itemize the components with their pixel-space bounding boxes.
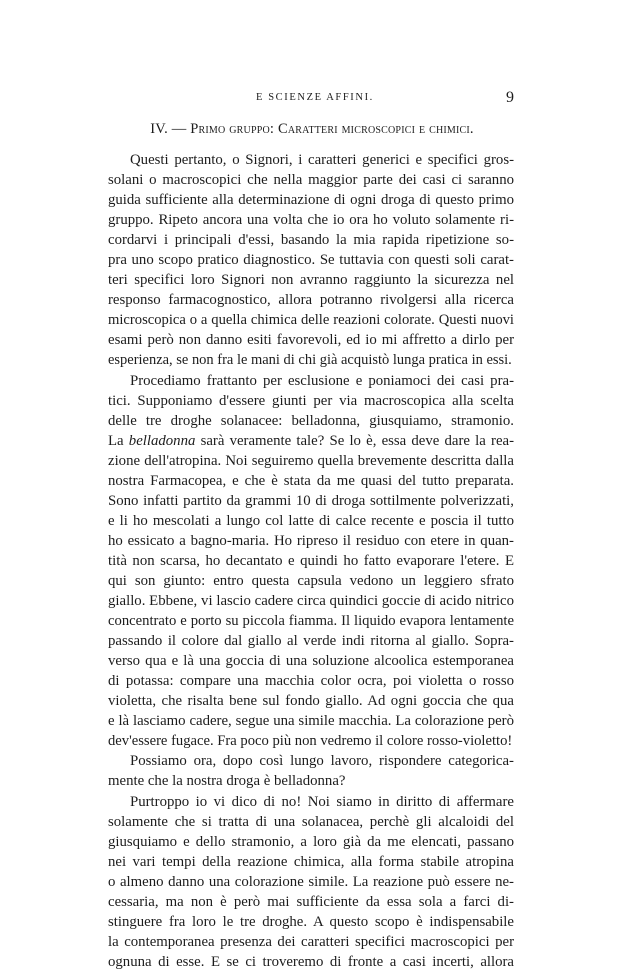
text-line: di potassa: compare una macchia color ocra, poi violetta o rosso (108, 673, 514, 690)
text-line: qui son giunto: entro questa capsula vedono un leggiero sfrato (108, 572, 514, 589)
text-line: microscopica o a quella chimica delle reazioni colorate. Questi nuovi (108, 312, 514, 329)
text-line: nostra Farmacopea, e che è stata da me quasi del tutto preparata. (108, 472, 514, 489)
text-line: solamente che si tratta di una solanacea, perchè gli alcaloidi del (108, 813, 514, 830)
text-line: nei vari tempi della reazione chimica, alla forma stabile atropina (108, 853, 514, 870)
text-line: ho essicato a bagno-maria. Ho ripreso il residuo con etere in quan- (108, 532, 514, 549)
text-line: Possiamo ora, dopo così lungo lavoro, rispondere categorica- (130, 753, 514, 770)
italic-term: belladonna (128, 432, 196, 449)
text-line: cordarvi i principali d'essi, basando la mia rapida ripetizione so- (108, 232, 514, 249)
text-line: e là lasciamo cadere, segue una simile macchia. La colorazione però (108, 713, 514, 730)
text-line: verso qua e là una goccia di una soluzione alcoolica estemporanea (108, 653, 514, 670)
text-line: stinguere fra loro le tre droghe. A questo scopo è indispensabile (108, 913, 514, 930)
text-line: gruppo. Ripeto ancora una volta che io ora ho voluto solamente ri- (108, 212, 514, 229)
text-line: pra uno scopo pratico diagnostico. Se tuttavia con questi soli carat- (108, 252, 514, 269)
text-line: passando il colore dal giallo al verde indi ritorna al giallo. Sopra- (108, 633, 514, 650)
text-line: tici. Supponiamo d'essere giunti per via macroscopica alla scelta (108, 392, 514, 409)
text-line: Sono infatti partito da grammi 10 di droga sottilmente polverizzati, (108, 492, 514, 509)
text-line: tità non scarsa, ho decantato e quindi ho fatto evaporare l'etere. E (108, 552, 514, 569)
text-line: la contemporanea presenza dei caratteri specifici macroscopici per (108, 933, 514, 950)
text-line: solani o macroscopici che nella maggior parte dei casi ci saranno (108, 172, 514, 189)
text-line: dev'essere fugace. Fra poco più non vedremo il colore rosso-violetto! (108, 733, 513, 750)
text-line: ognuna di esse. E se ci troveremo di fronte a casi incerti, allora (108, 953, 514, 970)
text-line: esami però non danno esiti favorevoli, ed io mi affretto a dirlo per (108, 332, 514, 349)
text-line: zione dell'atropina. Noi seguiremo quella brevemente descritta dalla (108, 452, 514, 469)
text-line: concentrato e porto su piccola fiamma. Il liquido evapora lentamente (108, 613, 514, 630)
text-line: Purtroppo io vi dico di no! Noi siamo in diritto di affermare (130, 793, 514, 810)
running-head (108, 89, 514, 108)
section-numeral: IV. — (150, 121, 191, 137)
page-number: 9 (506, 89, 514, 106)
running-head-title: E SCIENZE AFFINI. (256, 92, 374, 103)
text-line: e li ho mescolati a lungo col latte di calce recente e poscia il tutto (108, 512, 514, 529)
text-line: violetta, che risalta bene sul fondo giallo. Ad ogni goccia che qua (108, 693, 514, 710)
text-line: cessaria, ma non è però mai sufficiente da essa sola a farci di- (108, 893, 514, 910)
section-title: Primo gruppo: Caratteri microscopici e chimici. (190, 121, 474, 137)
text-line: responso farmacognostico, allora potranno rivolgersi alla ricerca (108, 292, 514, 309)
text-line: Procediamo frattanto per esclusione e poniamoci dei casi pra- (130, 372, 514, 389)
text-line: esperienza, se non fra le mani di chi già acquistò lunga pratica in essi. (108, 352, 512, 369)
text-line: Questi pertanto, o Signori, i caratteri generici e specifici gros- (130, 152, 514, 168)
text-line: o almeno danno una colorazione simile. La reazione può essere ne- (108, 873, 514, 890)
text-line: delle tre droghe solanacee: belladonna, giusquiamo, stramonio. (108, 412, 514, 429)
text-line: mente che la nostra droga è belladonna? (108, 773, 346, 790)
text-line: giallo. Ebbene, vi lascio cadere circa quindici goccie di acido nitrico (108, 593, 514, 610)
section-heading (110, 121, 514, 138)
text-line: teri specifici loro Signori non avranno raggiunto la sicurezza nel (108, 272, 514, 289)
body-text (108, 150, 514, 972)
text-line: guida sufficiente alla determinazione di ogni droga di questo primo (108, 192, 514, 209)
text-line: La belladonna sarà veramente tale? Se lo è, essa deve dare la rea- (108, 432, 514, 449)
text-line: giusquiamo e dello stramonio, a loro già da me elencati, passano (108, 833, 514, 850)
